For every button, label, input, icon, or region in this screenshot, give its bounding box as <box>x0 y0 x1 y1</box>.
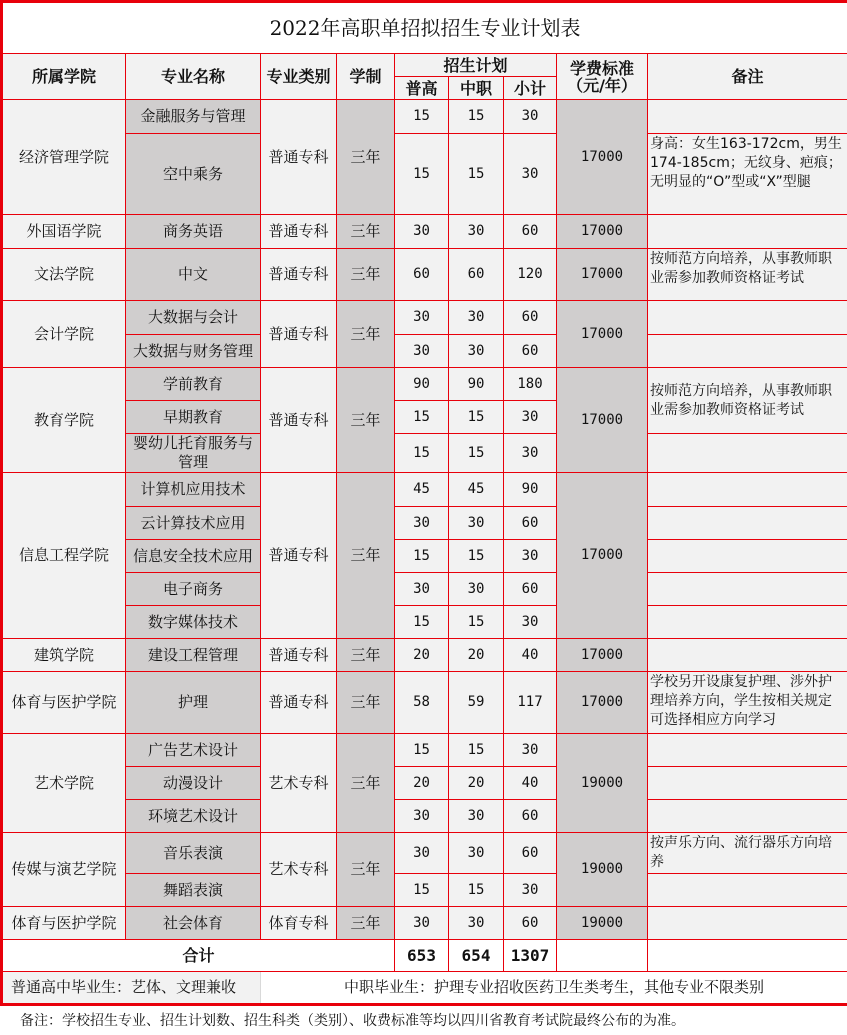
subtotal-cell: 60 <box>504 833 557 874</box>
header-pugao: 普高 <box>395 77 449 100</box>
table-row <box>2 507 847 540</box>
major-cell: 学前教育 <box>126 368 261 401</box>
table-row <box>2 434 847 473</box>
zhongzhi-cell: 20 <box>449 639 504 672</box>
subtotal-cell: 60 <box>504 215 557 249</box>
table-row <box>2 573 847 606</box>
pugao-cell: 15 <box>395 540 449 573</box>
subtotal-cell: 30 <box>504 100 557 134</box>
major-cell: 商务英语 <box>126 215 261 249</box>
pugao-cell: 30 <box>395 800 449 833</box>
table-row <box>2 301 847 335</box>
header-tuition <box>557 54 648 100</box>
table-row <box>2 800 847 833</box>
tuition-cell: 17000 <box>557 639 648 672</box>
pugao-cell: 30 <box>395 907 449 940</box>
table-row <box>2 100 847 134</box>
note-cell <box>648 540 847 573</box>
table-row <box>2 672 847 734</box>
zhongzhi-cell: 15 <box>449 100 504 134</box>
major-cell: 空中乘务 <box>126 134 261 215</box>
remark-text: 备注：学校招生专业、招生计划数、招生科类（类别）、收费标准等均以四川省教育考试院最终公布的为准。 <box>20 1013 685 1029</box>
major-cell: 护理 <box>126 672 261 734</box>
major-cell: 大数据与财务管理 <box>126 335 261 368</box>
major-cell: 金融服务与管理 <box>126 100 261 134</box>
page-title: 2022年高职单招拟招生专业计划表 <box>2 2 847 54</box>
header-tuition-line2: （元/年） <box>567 75 637 95</box>
footer-row <box>2 972 847 1005</box>
zhongzhi-cell: 59 <box>449 672 504 734</box>
note-cell <box>648 215 847 249</box>
duration-cell: 三年 <box>337 833 395 907</box>
duration-cell: 三年 <box>337 301 395 368</box>
subtotal-cell: 60 <box>504 507 557 540</box>
subtotal-cell: 120 <box>504 249 557 301</box>
zhongzhi-cell: 30 <box>449 833 504 874</box>
zhongzhi-cell: 15 <box>449 401 504 434</box>
subtotal-cell: 30 <box>504 540 557 573</box>
note-cell <box>648 573 847 606</box>
college-cell: 体育与医护学院 <box>2 672 126 734</box>
subtotal-cell: 60 <box>504 800 557 833</box>
subtotal-cell: 30 <box>504 606 557 639</box>
category-cell: 普通专科 <box>261 473 337 639</box>
category-cell: 艺术专科 <box>261 833 337 907</box>
subtotal-cell: 60 <box>504 335 557 368</box>
note-cell <box>648 473 847 507</box>
note-cell <box>648 100 847 134</box>
tuition-cell: 17000 <box>557 100 648 215</box>
category-cell: 艺术专科 <box>261 734 337 833</box>
tuition-cell: 17000 <box>557 473 648 639</box>
note-cell <box>648 335 847 368</box>
category-cell: 普通专科 <box>261 301 337 368</box>
zhongzhi-cell: 30 <box>449 301 504 335</box>
table-row <box>2 734 847 767</box>
note-cell <box>648 606 847 639</box>
duration-cell: 三年 <box>337 639 395 672</box>
duration-cell: 三年 <box>337 734 395 833</box>
note-cell <box>648 800 847 833</box>
subtotal-cell: 30 <box>504 434 557 473</box>
total-zhongzhi: 654 <box>449 940 504 972</box>
subtotal-cell: 180 <box>504 368 557 401</box>
subtotal-cell: 90 <box>504 473 557 507</box>
major-cell: 早期教育 <box>126 401 261 434</box>
header-tuition-line1: 学费标准 <box>569 58 634 78</box>
zhongzhi-cell: 15 <box>449 606 504 639</box>
duration-cell: 三年 <box>337 907 395 940</box>
zhongzhi-cell: 30 <box>449 215 504 249</box>
category-cell: 普通专科 <box>261 639 337 672</box>
major-cell: 数字媒体技术 <box>126 606 261 639</box>
table-row <box>2 473 847 507</box>
table-row <box>2 874 847 907</box>
college-cell: 建筑学院 <box>2 639 126 672</box>
pugao-cell: 20 <box>395 639 449 672</box>
table-row <box>2 335 847 368</box>
pugao-cell: 45 <box>395 473 449 507</box>
table-row <box>2 833 847 874</box>
zhongzhi-cell: 90 <box>449 368 504 401</box>
total-subtotal: 1307 <box>504 940 557 972</box>
tuition-cell: 17000 <box>557 672 648 734</box>
zhongzhi-cell: 30 <box>449 507 504 540</box>
zhongzhi-cell: 15 <box>449 734 504 767</box>
duration-cell: 三年 <box>337 249 395 301</box>
zhongzhi-cell: 20 <box>449 767 504 800</box>
subtotal-cell: 60 <box>504 301 557 335</box>
pugao-cell: 30 <box>395 833 449 874</box>
subtotal-cell: 117 <box>504 672 557 734</box>
duration-cell: 三年 <box>337 368 395 473</box>
header-major: 专业名称 <box>126 54 261 100</box>
note-cell <box>648 507 847 540</box>
header-duration: 学制 <box>337 54 395 100</box>
note-cell <box>648 907 847 940</box>
college-cell: 教育学院 <box>2 368 126 473</box>
major-cell: 舞蹈表演 <box>126 874 261 907</box>
table-row <box>2 606 847 639</box>
major-cell: 云计算技术应用 <box>126 507 261 540</box>
header-category: 专业类别 <box>261 54 337 100</box>
pugao-cell: 15 <box>395 100 449 134</box>
note-cell <box>648 874 847 907</box>
major-cell: 婴幼儿托育服务与管理 <box>126 434 261 473</box>
category-cell: 普通专科 <box>261 100 337 215</box>
subtotal-cell: 30 <box>504 401 557 434</box>
pugao-cell: 15 <box>395 134 449 215</box>
subtotal-cell: 30 <box>504 734 557 767</box>
total-row <box>2 940 847 972</box>
total-tuition-empty <box>557 940 648 972</box>
zhongzhi-cell: 15 <box>449 874 504 907</box>
header-plan: 招生计划 <box>395 54 557 77</box>
subtotal-cell: 60 <box>504 573 557 606</box>
tuition-cell: 17000 <box>557 215 648 249</box>
pugao-cell: 15 <box>395 401 449 434</box>
category-cell: 普通专科 <box>261 215 337 249</box>
zhongzhi-cell: 15 <box>449 540 504 573</box>
tuition-cell: 17000 <box>557 368 648 473</box>
major-cell: 广告艺术设计 <box>126 734 261 767</box>
note-cell: 身高：女生163-172cm，男生174-185cm；无纹身、疤痕；无明显的“O”型或“X”型腿 <box>648 134 847 215</box>
duration-cell: 三年 <box>337 100 395 215</box>
college-cell: 会计学院 <box>2 301 126 368</box>
note-cell <box>648 639 847 672</box>
header-note: 备注 <box>648 54 847 100</box>
zhongzhi-cell: 30 <box>449 573 504 606</box>
major-cell: 社会体育 <box>126 907 261 940</box>
category-cell: 普通专科 <box>261 368 337 473</box>
pugao-cell: 15 <box>395 434 449 473</box>
table-row <box>2 249 847 301</box>
duration-cell: 三年 <box>337 672 395 734</box>
pugao-cell: 60 <box>395 249 449 301</box>
tuition-cell: 17000 <box>557 249 648 301</box>
tuition-cell: 19000 <box>557 734 648 833</box>
pugao-cell: 58 <box>395 672 449 734</box>
pugao-cell: 90 <box>395 368 449 401</box>
pugao-cell: 30 <box>395 215 449 249</box>
major-cell: 中文 <box>126 249 261 301</box>
note-cell <box>648 767 847 800</box>
table-row <box>2 767 847 800</box>
zhongzhi-cell: 60 <box>449 249 504 301</box>
duration-cell: 三年 <box>337 215 395 249</box>
note-cell <box>648 301 847 335</box>
table-row <box>2 215 847 249</box>
major-cell: 电子商务 <box>126 573 261 606</box>
note-cell <box>648 434 847 473</box>
table-row <box>2 134 847 215</box>
zhongzhi-cell: 15 <box>449 134 504 215</box>
tuition-cell: 19000 <box>557 907 648 940</box>
zhongzhi-cell: 30 <box>449 335 504 368</box>
zhongzhi-cell: 15 <box>449 434 504 473</box>
tuition-cell: 17000 <box>557 301 648 368</box>
zhongzhi-cell: 30 <box>449 800 504 833</box>
major-cell: 建设工程管理 <box>126 639 261 672</box>
college-cell: 信息工程学院 <box>2 473 126 639</box>
college-cell: 传媒与演艺学院 <box>2 833 126 907</box>
major-cell: 信息安全技术应用 <box>126 540 261 573</box>
total-note-empty <box>648 940 847 972</box>
college-cell: 文法学院 <box>2 249 126 301</box>
note-cell <box>648 734 847 767</box>
pugao-cell: 30 <box>395 301 449 335</box>
table-row <box>2 907 847 940</box>
header-subtotal: 小计 <box>504 77 557 100</box>
pugao-cell: 30 <box>395 507 449 540</box>
pugao-cell: 30 <box>395 573 449 606</box>
category-cell: 体育专科 <box>261 907 337 940</box>
major-cell: 大数据与会计 <box>126 301 261 335</box>
header-zhongzhi: 中职 <box>449 77 504 100</box>
major-cell: 音乐表演 <box>126 833 261 874</box>
zhongzhi-cell: 30 <box>449 907 504 940</box>
subtotal-cell: 40 <box>504 767 557 800</box>
major-cell: 环境艺术设计 <box>126 800 261 833</box>
note-cell: 按声乐方向、流行器乐方向培养 <box>648 833 847 874</box>
duration-cell: 三年 <box>337 473 395 639</box>
total-label: 合计 <box>2 940 395 972</box>
pugao-cell: 15 <box>395 606 449 639</box>
note-cell: 按师范方向培养，从事教师职业需参加教师资格证考试 <box>648 249 847 301</box>
category-cell: 普通专科 <box>261 249 337 301</box>
zhongzhi-cell: 45 <box>449 473 504 507</box>
major-cell: 计算机应用技术 <box>126 473 261 507</box>
college-cell: 艺术学院 <box>2 734 126 833</box>
subtotal-cell: 60 <box>504 907 557 940</box>
pugao-cell: 15 <box>395 734 449 767</box>
college-cell: 体育与医护学院 <box>2 907 126 940</box>
footer-highschool-note: 普通高中毕业生：艺体、文理兼收 <box>2 972 261 1005</box>
pugao-cell: 30 <box>395 335 449 368</box>
note-cell: 按师范方向培养，从事教师职业需参加教师资格证考试 <box>648 368 847 434</box>
tuition-cell: 19000 <box>557 833 648 907</box>
subtotal-cell: 30 <box>504 874 557 907</box>
college-cell: 经济管理学院 <box>2 100 126 215</box>
college-cell: 外国语学院 <box>2 215 126 249</box>
pugao-cell: 20 <box>395 767 449 800</box>
table-row <box>2 540 847 573</box>
total-pugao: 653 <box>395 940 449 972</box>
footer-vocational-note: 中职毕业生：护理专业招收医药卫生类考生，其他专业不限类别 <box>261 972 847 1005</box>
category-cell: 普通专科 <box>261 672 337 734</box>
subtotal-cell: 30 <box>504 134 557 215</box>
subtotal-cell: 40 <box>504 639 557 672</box>
table-row <box>2 639 847 672</box>
note-cell: 学校另开设康复护理、涉外护理培养方向，学生按相关规定可选择相应方向学习 <box>648 672 847 734</box>
pugao-cell: 15 <box>395 874 449 907</box>
header-college: 所属学院 <box>2 54 126 100</box>
major-cell: 动漫设计 <box>126 767 261 800</box>
table-row <box>2 368 847 401</box>
